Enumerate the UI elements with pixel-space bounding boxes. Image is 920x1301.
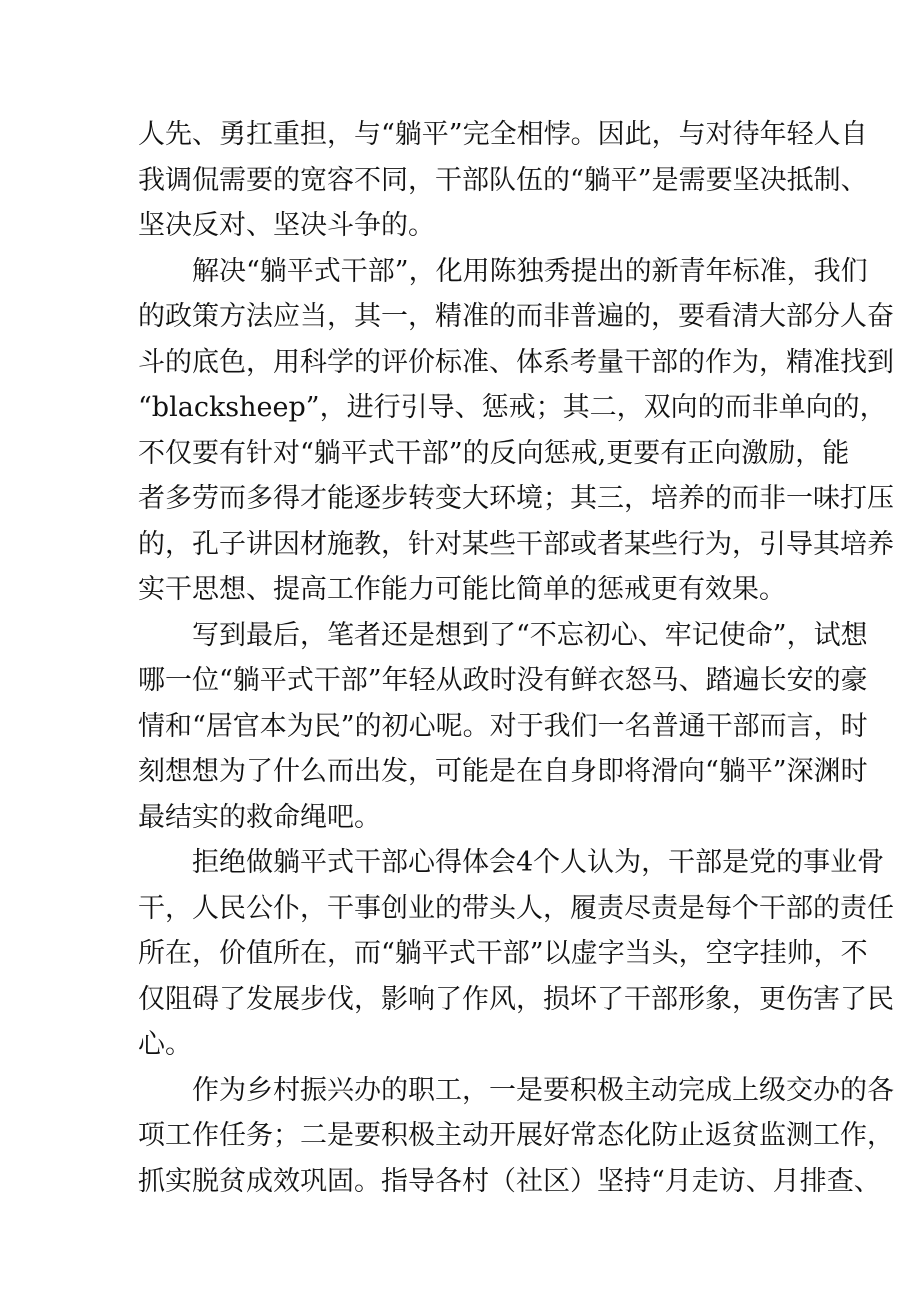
text-line: 心。 <box>138 1029 192 1060</box>
text-line: 人先、勇扛重担，与“躺平”完全相悖。因此，与对待年轻人自 <box>138 119 868 150</box>
paragraph <box>138 613 868 841</box>
text-line: 干，人民公仆，干事创业的带头人，履责尽责是每个干部的责任 <box>138 892 894 924</box>
text-line: 抓实脱贫成效巩固。指导各村（社区）坚持“月走访、月排查、 <box>138 1165 881 1197</box>
paragraph <box>138 840 894 1068</box>
text-line: 最结实的救命绳吧。 <box>138 801 381 833</box>
text-line: 作为乡村振兴办的职工，一是要积极主动完成上级交办的各 <box>138 1074 894 1106</box>
text-line: 的，孔子讲因材施教，针对某些干部或者某些行为，引导其培养 <box>138 528 894 560</box>
text-line: 刻想想为了什么而出发，可能是在自身即将滑向“躺平”深渊时 <box>138 756 868 787</box>
document-body <box>138 112 894 1204</box>
text-line: “blacksheep”，进行引导、惩戒；其二，双向的而非单向的， <box>138 392 887 423</box>
text-line: 拒绝做躺平式干部心得体会4个人认为，干部是党的事业骨 <box>138 847 885 878</box>
text-line: 写到最后，笔者还是想到了“不忘初心、牢记使命”，试想 <box>138 619 868 651</box>
text-line: 不仅要有针对“躺平式干部”的反向惩戒,更要有正向激励，能 <box>138 437 850 469</box>
paragraph <box>138 112 868 249</box>
text-line: 坚决反对、坚决斗争的。 <box>138 210 435 241</box>
paragraph <box>138 249 894 613</box>
text-line: 项工作任务；二是要积极主动开展好常态化防止返贫监测工作， <box>138 1120 894 1151</box>
text-line: 仅阻碍了发展步伐，影响了作风，损坏了干部形象，更伤害了民 <box>138 983 894 1015</box>
text-line: 的政策方法应当，其一，精准的而非普遍的，要看清大部分人奋 <box>138 301 894 332</box>
text-line: 我调侃需要的宽容不同，干部队伍的“躺平”是需要坚决抵制、 <box>138 164 868 196</box>
text-line: 所在，价值所在，而“躺平式干部”以虚字当头，空字挂帅，不 <box>138 938 868 969</box>
text-line: 解决“躺平式干部”，化用陈独秀提出的新青年标准，我们 <box>138 255 868 287</box>
text-line: 者多劳而多得才能逐步转变大环境；其三，培养的而非一味打压 <box>138 483 894 514</box>
text-line: 实干思想、提高工作能力可能比简单的惩戒更有效果。 <box>138 574 786 605</box>
text-line: 斗的底色，用科学的评价标准、体系考量干部的作为，精准找到 <box>138 346 894 378</box>
text-line: 情和“居官本为民”的初心呢。对于我们一名普通干部而言，时 <box>138 710 868 742</box>
paragraph <box>138 1068 894 1205</box>
text-line: 哪一位“躺平式干部”年轻从政时没有鲜衣怒马、踏遍长安的豪 <box>138 665 868 696</box>
